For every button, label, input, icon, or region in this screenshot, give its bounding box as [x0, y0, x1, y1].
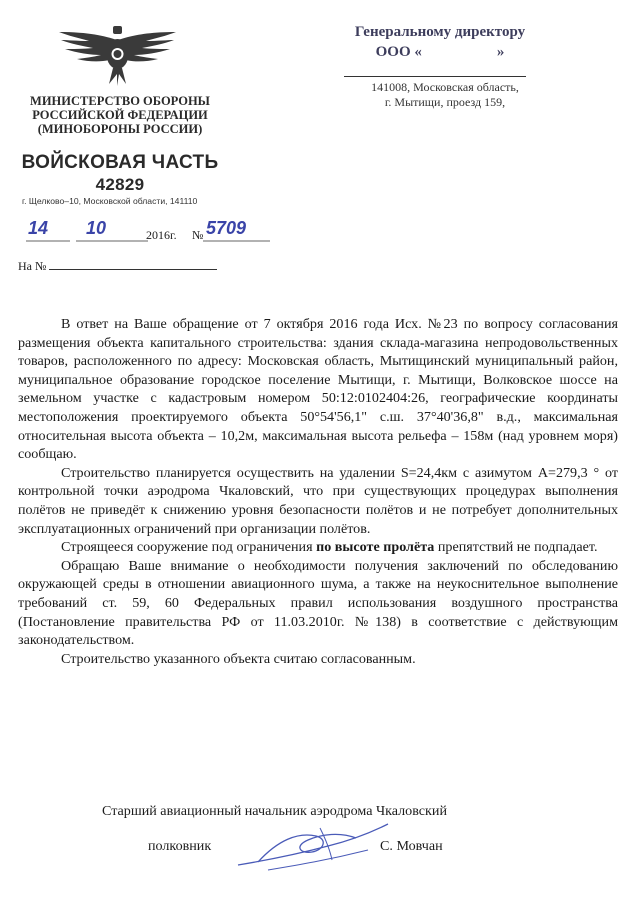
outgoing-date-line	[20, 218, 270, 242]
recipient-address	[320, 80, 570, 110]
recipient-company: ООО « »	[375, 44, 505, 60]
body-paragraph: Строительство указанного объекта считаю согласованным.	[61, 650, 416, 667]
date-month-handwritten: 10	[86, 218, 107, 238]
ministry-header	[0, 94, 240, 136]
paragraph-text: препятствий не подпадает.	[434, 539, 598, 556]
incoming-ref-blank	[49, 269, 217, 270]
paragraph-text: Строящееся сооружение под ограничения	[61, 539, 317, 556]
defense-ministry-emblem-icon	[55, 22, 180, 90]
date-day-handwritten: 14	[28, 218, 49, 238]
handwritten-signature	[228, 810, 398, 875]
incoming-reference-line	[18, 259, 228, 274]
signatory-rank: полковник	[148, 838, 212, 854]
unit-number: 42829	[95, 175, 145, 194]
letter-body	[18, 315, 618, 668]
recipient-divider	[344, 76, 526, 77]
recipient-address-line: 141008, Московская область,	[371, 80, 519, 94]
outgoing-number-handwritten: 5709	[206, 218, 247, 238]
signatory-title: Старший авиационный начальник аэродрома Чкаловский	[102, 803, 447, 819]
signatory-name: С. Мовчан	[380, 838, 443, 854]
date-year: 2016г.	[146, 228, 177, 242]
recipient-title: Генеральному директору	[354, 24, 526, 40]
military-unit-block	[0, 152, 240, 196]
body-paragraph: В ответ на Ваше обращение от 7 октября 2016 года Исх. №23 по вопросу согласования размещения объекта капитального строительства: здания склада-магазина непродовольственных товаров, расположенного по адресу: Московская область, Мытищинский муниципальный район, муниципальное образование городское поселение Мытищи, г. Мытищи, Волковское шоссе на земельном участке с кадастровым номером 50:12:0102404:26, географические координаты местоположения проектируемого объекта 50°54'56,1" с.ш. 37°40'36,8" в.д., максимальная относительная высота объекта – 10,2м, максимальная высота рельефа – 158м (над уровнем моря) сообщаю.	[18, 316, 618, 463]
ministry-line: РОССИЙСКОЙ ФЕДЕРАЦИИ	[32, 108, 208, 122]
ministry-line: (МИНОБОРОНЫ РОССИИ)	[37, 122, 203, 136]
recipient-block	[310, 22, 570, 62]
unit-address: г. Щелково–10, Московской области, 141110	[22, 196, 198, 206]
body-paragraph: Строительство планируется осуществить на удалении S=24,4км с азимутом А=279,3 ° от контрольной точки аэродрома Чкаловский, что при существующих процедурах выполнения полётов не приведёт к снижению уровня безопасности полётов и не потребует дополнительных эксплуатационных ограничений при организации полётов.	[18, 464, 618, 537]
body-paragraph	[18, 538, 618, 557]
unit-title: ВОЙСКОВАЯ ЧАСТЬ	[21, 152, 219, 173]
ministry-line: МИНИСТЕРСТВО ОБОРОНЫ	[30, 94, 210, 108]
emphasized-text: по высоте пролёта	[316, 539, 435, 556]
outgoing-number-prefix: №	[192, 228, 204, 242]
incoming-ref-label: На №	[18, 259, 47, 273]
recipient-address-line: г. Мытищи, проезд 159,	[384, 95, 506, 109]
body-paragraph: Обращаю Ваше внимание о необходимости получения заключений по обследованию окружающей среды в отношении авиационного шума, а также на неукоснительное выполнение требований ст. 59, 60 Федеральных правил использования воздушного пространства (Постановление правительства РФ от 11.03.2010г. №138) в соответствие с действующим законодательством.	[18, 557, 618, 649]
